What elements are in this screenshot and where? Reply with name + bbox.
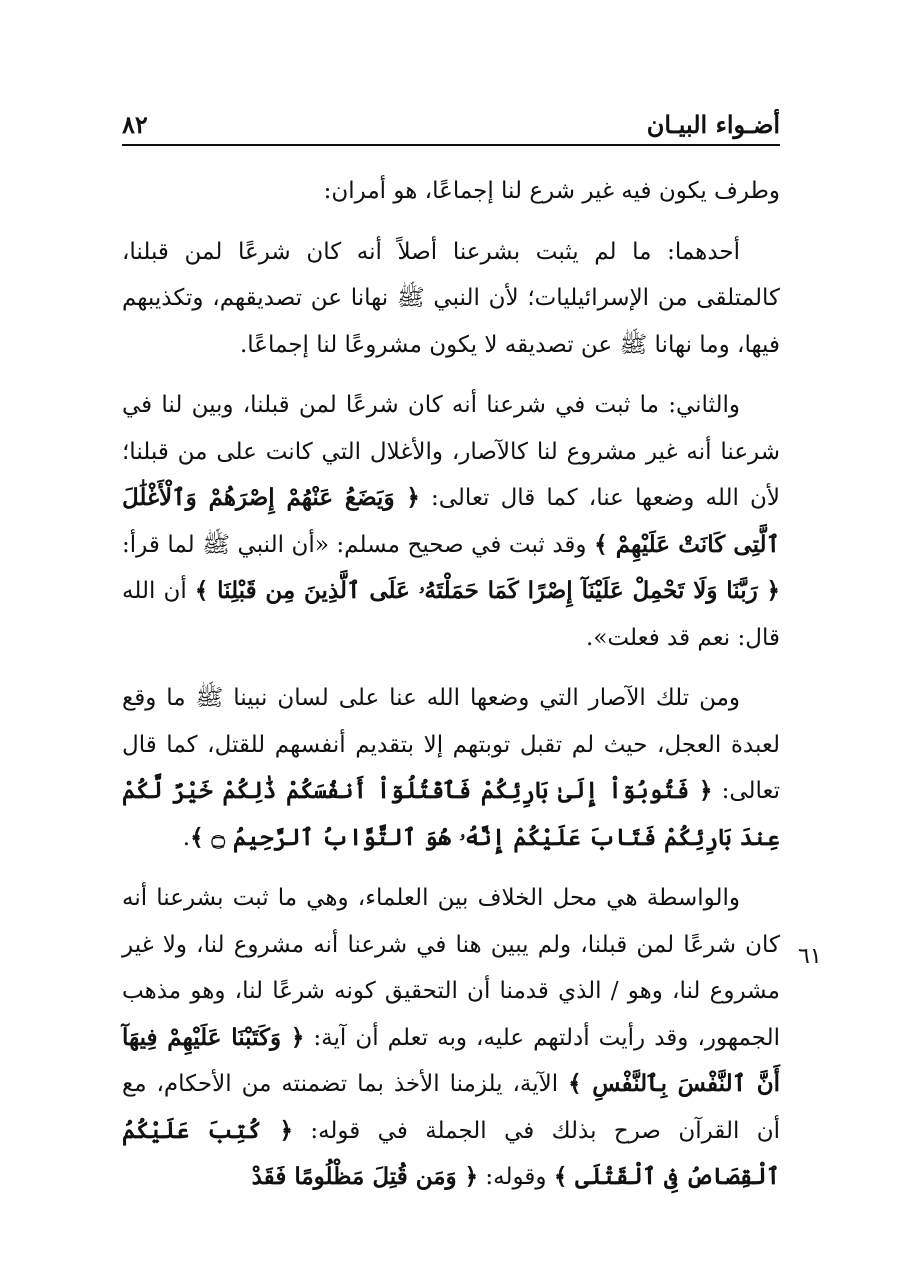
paragraph [122,382,780,661]
quran-verse: ﴿ فَتُوبُوٓاْ إِلَىٰ بَارِئِكُمْ فَٱقْتُلُوٓاْ أَنفُسَكُمْ ذَٰلِكُمْ خَيْرٌ لَّكُمْ عِندَ بَارِئِكُمْ فَتَابَ عَلَيْكُمْ إِنَّهُۥ هُوَ ٱلتَّوَّابُ ٱلرَّحِيمُ ۝ ﴾ [122,777,780,851]
paragraph [122,875,780,1201]
quran-verse: ﴿ كُتِبَ عَلَيْكُمُ ٱلْقِصَاصُ فِى ٱلْقَتْلَى ﴾ [122,1116,780,1190]
book-title: أضـواء البيـان [646,110,780,139]
page-number: ٨٢ [122,110,148,139]
text-segment: ومن تلك الآصار التي وضعها الله عنا على لسان نبينا ﷺ ما وقع لعبدة العجل، حيث لم تقبل توبتهم إلا بتقديم أنفسهم للقتل، كما قال تعالى: [122,685,780,804]
text-segment: . [182,824,191,851]
paragraph [122,229,780,369]
body-text [122,168,780,1215]
quran-verse: ﴿ وَمَن قُتِلَ مَظْلُومًا فَقَدْ [251,1163,479,1190]
quran-verse: ﴿ وَيَضَعُ عَنْهُمْ إِصْرَهُمْ وَٱلْأَغْلَٰلَ ٱلَّتِى كَانَتْ عَلَيْهِمْ ﴾ [122,484,780,558]
text-segment: والواسطة هي محل الخلاف بين العلماء، وهي ما ثبت بشرعنا أنه كان شرعًا لمن قبلنا، ولم يبين هنا في شرعنا أنه مشروع لنا، ولا غير مشروع لنا، وهو / الذي قدمنا أن التحقيق كونه شرعًا لنا، وهو مذهب الجمهور، وقد رأيت أدلتهم عليه، وبه تعلم أن آية: [122,885,780,1051]
text-segment: والثاني: ما ثبت في شرعنا أنه كان شرعًا لمن قبلنا، وبين لنا في شرعنا أنه غير مشروع لنا كالآصار، والأغلال التي كانت على من قبلنا؛ لأن الله وضعها عنا، كما قال تعالى: [122,392,780,511]
header-rule [122,144,780,146]
text-segment: الآية، يلزمنا الأخذ بما تضمنته من الأحكام، مع أن القرآن صرح بذلك في الجملة في قوله: [122,1071,780,1144]
quran-verse: ﴿ رَبَّنَا وَلَا تَحْمِلْ عَلَيْنَآ إِصْرًا كَمَا حَمَلْتَهُۥ عَلَى ٱلَّذِينَ مِن قَبْلِنَا ﴾ [194,577,780,604]
text-segment: وطرف يكون فيه غير شرع لنا إجماعًا، هو أمران: [323,178,780,204]
margin-page-reference: ٦١ [798,944,822,969]
page-header [122,104,780,142]
text-segment: أن الله قال: نعم قد فعلت». [122,578,780,651]
paragraph [122,168,780,215]
text-segment: أحدهما: ما لم يثبت بشرعنا أصلاً أنه كان شرعًا لمن قبلنا، كالمتلقى من الإسرائيليات؛ لأن النبي ﷺ نهانا عن تصديقهم، وتكذيبهم فيها، وما نهانا ﷺ عن تصديقه لا يكون مشروعًا لنا إجماعًا. [122,238,780,358]
paragraph [122,675,780,861]
text-segment: وقد ثبت في صحيح مسلم: «أن النبي ﷺ لما قرأ: [122,531,595,558]
text-segment: وقوله: [478,1164,554,1190]
quran-verse: ﴿ وَكَتَبْنَا عَلَيْهِمْ فِيهَآ أَنَّ ٱلنَّفْسَ بِٱلنَّفْسِ ﴾ [122,1023,780,1097]
